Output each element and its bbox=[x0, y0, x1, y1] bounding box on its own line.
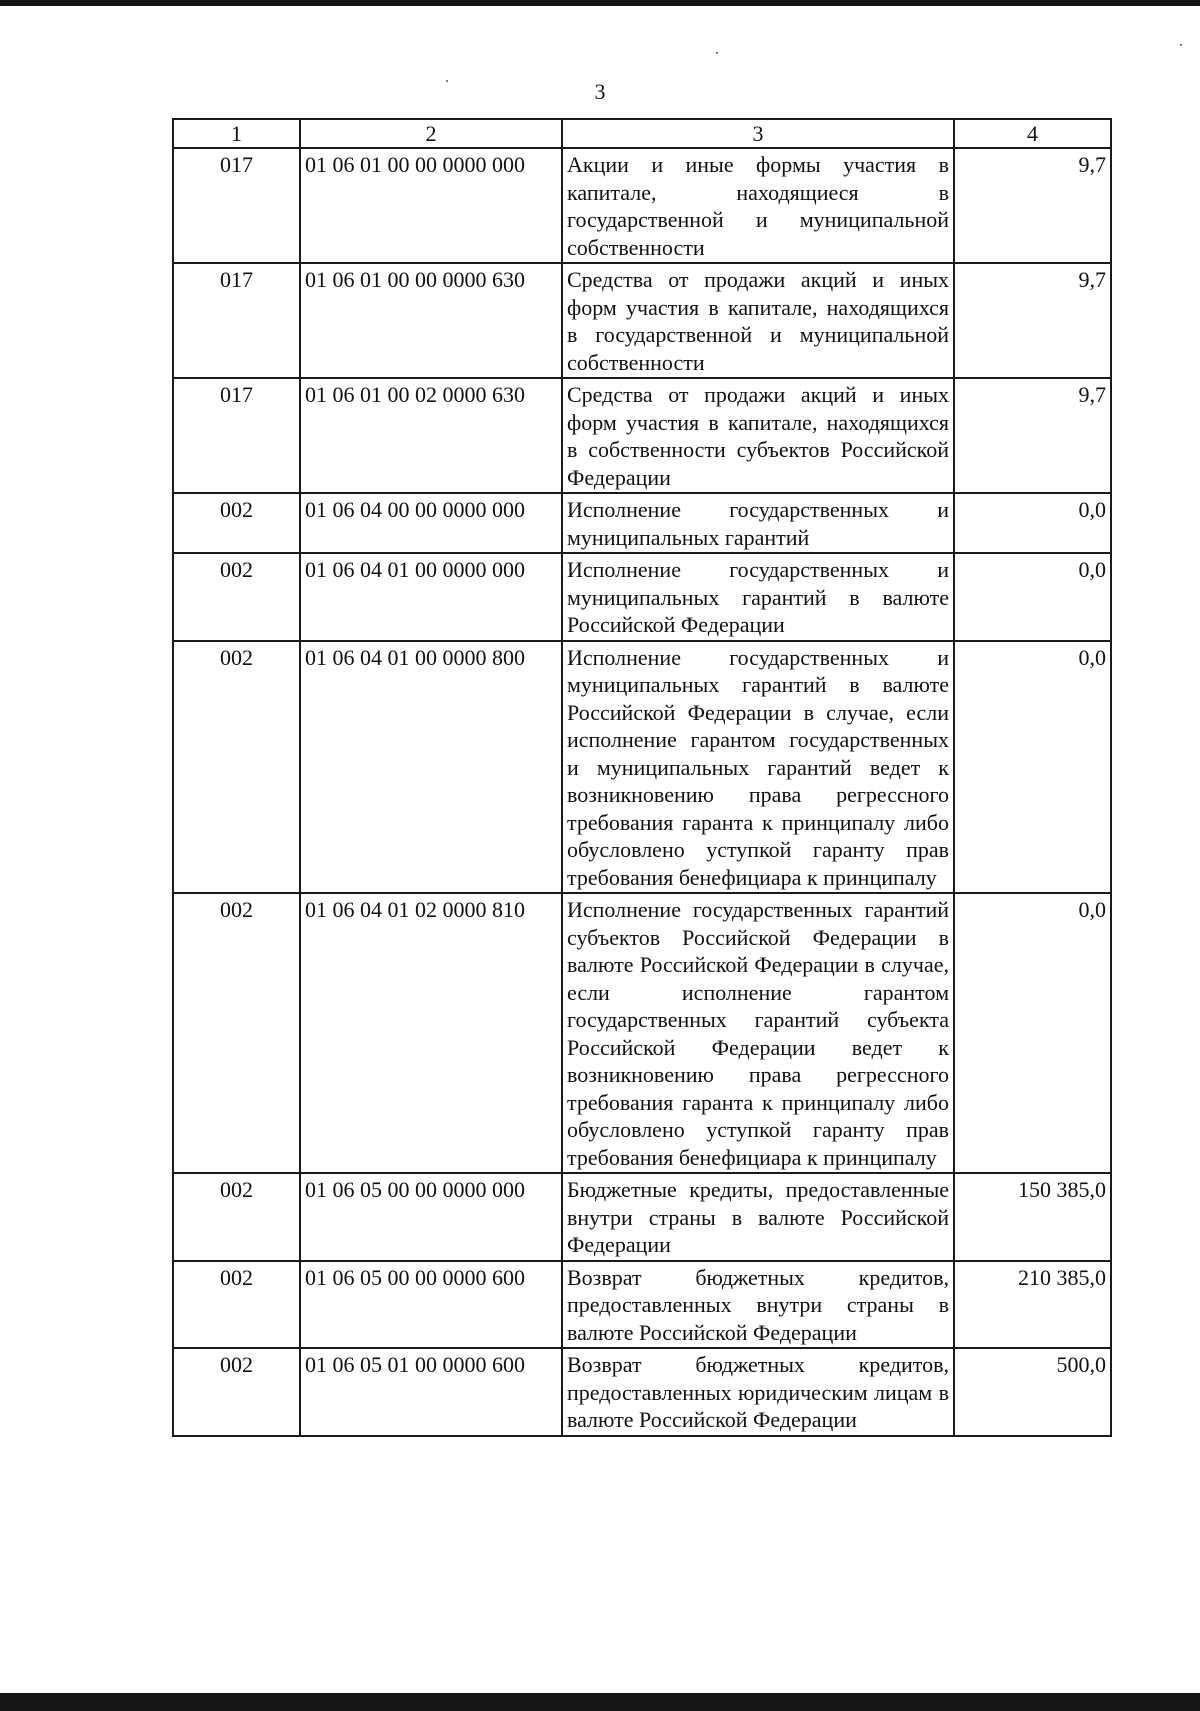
admin-code-cell: 002 bbox=[173, 893, 300, 1173]
budget-table bbox=[172, 118, 1112, 1437]
bcc-code-cell: 01 06 04 01 02 0000 810 bbox=[300, 893, 562, 1173]
admin-code-cell: 002 bbox=[173, 493, 300, 553]
admin-code-cell: 002 bbox=[173, 1348, 300, 1436]
table-row bbox=[173, 263, 1111, 378]
scan-speck bbox=[1180, 44, 1182, 46]
header-row bbox=[173, 119, 1111, 148]
admin-code-cell: 002 bbox=[173, 641, 300, 894]
amount-cell: 9,7 bbox=[954, 148, 1111, 263]
column-header: 4 bbox=[954, 119, 1111, 148]
description-cell: Возврат бюджетных кредитов, предоставленных юридическим лицам в валюте Российской Федерации bbox=[562, 1348, 954, 1436]
admin-code-cell: 002 bbox=[173, 1173, 300, 1261]
description-cell: Средства от продажи акций и иных форм участия в капитале, находящихся в собственности субъектов Российской Федерации bbox=[562, 378, 954, 493]
description-cell: Исполнение государственных гарантий субъектов Российской Федерации в валюте Российской Федерации в случае, если исполнение гарантом государственных гарантий субъекта Российской Федерации ведет к возникновению права регрессного требования гаранта к принципалу либо обусловлено уступкой гаранту прав требования бенефициара к принципалу bbox=[562, 893, 954, 1173]
table-row bbox=[173, 1348, 1111, 1436]
amount-cell: 0,0 bbox=[954, 553, 1111, 641]
admin-code-cell: 017 bbox=[173, 148, 300, 263]
description-cell: Средства от продажи акций и иных форм участия в капитале, находящихся в государственной и муниципальной собственности bbox=[562, 263, 954, 378]
admin-code-cell: 002 bbox=[173, 1261, 300, 1349]
bcc-code-cell: 01 06 04 01 00 0000 000 bbox=[300, 553, 562, 641]
table-row bbox=[173, 1173, 1111, 1261]
column-header: 1 bbox=[173, 119, 300, 148]
amount-cell: 9,7 bbox=[954, 263, 1111, 378]
bcc-code-cell: 01 06 01 00 02 0000 630 bbox=[300, 378, 562, 493]
amount-cell: 9,7 bbox=[954, 378, 1111, 493]
table-row bbox=[173, 1261, 1111, 1349]
amount-cell: 150 385,0 bbox=[954, 1173, 1111, 1261]
description-cell: Исполнение государственных и муниципальных гарантий в валюте Российской Федерации bbox=[562, 553, 954, 641]
description-cell: Возврат бюджетных кредитов, предоставленных внутри страны в валюте Российской Федерации bbox=[562, 1261, 954, 1349]
admin-code-cell: 002 bbox=[173, 553, 300, 641]
bcc-code-cell: 01 06 05 00 00 0000 000 bbox=[300, 1173, 562, 1261]
amount-cell: 0,0 bbox=[954, 641, 1111, 894]
bcc-code-cell: 01 06 05 01 00 0000 600 bbox=[300, 1348, 562, 1436]
table-row bbox=[173, 148, 1111, 263]
amount-cell: 210 385,0 bbox=[954, 1261, 1111, 1349]
scan-edge-top bbox=[0, 0, 1200, 6]
scan-edge-bottom bbox=[0, 1693, 1200, 1711]
table-row bbox=[173, 641, 1111, 894]
bcc-code-cell: 01 06 04 00 00 0000 000 bbox=[300, 493, 562, 553]
amount-cell: 0,0 bbox=[954, 493, 1111, 553]
bcc-code-cell: 01 06 04 01 00 0000 800 bbox=[300, 641, 562, 894]
admin-code-cell: 017 bbox=[173, 378, 300, 493]
amount-cell: 500,0 bbox=[954, 1348, 1111, 1436]
page-number: 3 bbox=[594, 79, 606, 104]
bcc-code-cell: 01 06 05 00 00 0000 600 bbox=[300, 1261, 562, 1349]
description-cell: Акции и иные формы участия в капитале, находящиеся в государственной и муниципальной собственности bbox=[562, 148, 954, 263]
bcc-code-cell: 01 06 01 00 00 0000 630 bbox=[300, 263, 562, 378]
amount-cell: 0,0 bbox=[954, 893, 1111, 1173]
description-cell: Исполнение государственных и муниципальных гарантий в валюте Российской Федерации в случае, если исполнение гарантом государственных и муниципальных гарантий ведет к возникновению права регрессного требования гаранта к принципалу либо обусловлено уступкой гаранту прав требования бенефициара к принципалу bbox=[562, 641, 954, 894]
table-row bbox=[173, 378, 1111, 493]
bcc-code-cell: 01 06 01 00 00 0000 000 bbox=[300, 148, 562, 263]
table-row bbox=[173, 893, 1111, 1173]
table-row bbox=[173, 493, 1111, 553]
admin-code-cell: 017 bbox=[173, 263, 300, 378]
column-header: 3 bbox=[562, 119, 954, 148]
table-row bbox=[173, 553, 1111, 641]
column-header: 2 bbox=[300, 119, 562, 148]
description-cell: Бюджетные кредиты, предоставленные внутри страны в валюте Российской Федерации bbox=[562, 1173, 954, 1261]
scan-speck bbox=[716, 52, 718, 54]
description-cell: Исполнение государственных и муниципальных гарантий bbox=[562, 493, 954, 553]
